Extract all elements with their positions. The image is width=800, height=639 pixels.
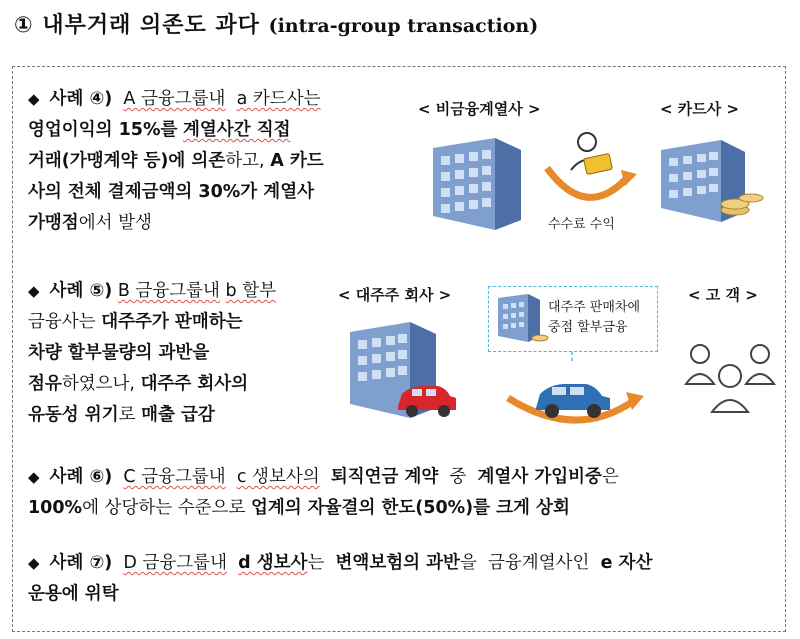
diamond-bullet-icon: ◆ bbox=[28, 282, 40, 300]
diamond-bullet-icon: ◆ bbox=[28, 554, 40, 572]
building-icon bbox=[498, 294, 548, 342]
diagram4-left-label: < 비금융계열사 > bbox=[418, 100, 541, 118]
case7-text: ◆ 사례 ⑦) D 금융그룹내 d 생보사는 변액보험의 과반을 금융계열사인 e 자산 운용에 위탁 bbox=[28, 548, 788, 610]
case4-text: ◆ 사례 ④) A 금융그룹내 a 카드사는 영업이익의 15%를 계열사간 직접 거래(가맹계약 등)에 의존하고, A 카드 사의 전체 결제금액의 30%가 계열사 가맹점에서 발생 bbox=[28, 84, 408, 239]
title-english: (intra-group transaction) bbox=[268, 15, 539, 37]
diamond-bullet-icon: ◆ bbox=[28, 90, 40, 108]
box-line-1: 대주주 판매차에 bbox=[548, 300, 641, 315]
box-line-2: 중점 할부금융 bbox=[548, 320, 628, 335]
title-number: ① bbox=[14, 13, 34, 38]
car-icon bbox=[536, 384, 610, 418]
car-icon bbox=[398, 386, 456, 417]
title-korean: 내부거래 의존도 과다 bbox=[42, 13, 260, 38]
diagram4-caption: 수수료 수익 bbox=[548, 217, 615, 232]
case6-text: ◆ 사례 ⑥) C 금융그룹내 c 생보사의 퇴직연금 계약 중 계열사 가입비중은 100%에 상당하는 수준으로 업계의 자율결의 한도(50%)를 크게 상회 bbox=[28, 462, 788, 524]
people-icon bbox=[686, 345, 774, 412]
diagram5-illustration bbox=[340, 290, 790, 430]
diagram4-right-label: < 카드사 > bbox=[660, 100, 740, 118]
case5-text: ◆ 사례 ⑤) B 금융그룹내 b 할부 금융사는 대주주가 판매하는 차량 할부물량의 과반을 점유하였으나, 대주주 회사의 유동성 위기로 매출 급감 bbox=[28, 276, 328, 431]
diagram5-left-label: < 대주주 회사 > bbox=[338, 286, 452, 304]
person-with-card-icon bbox=[571, 133, 612, 175]
page-title bbox=[14, 8, 538, 39]
diamond-bullet-icon: ◆ bbox=[28, 468, 40, 486]
diagram5-right-label: < 고 객 > bbox=[688, 286, 758, 304]
building-icon bbox=[433, 138, 521, 230]
